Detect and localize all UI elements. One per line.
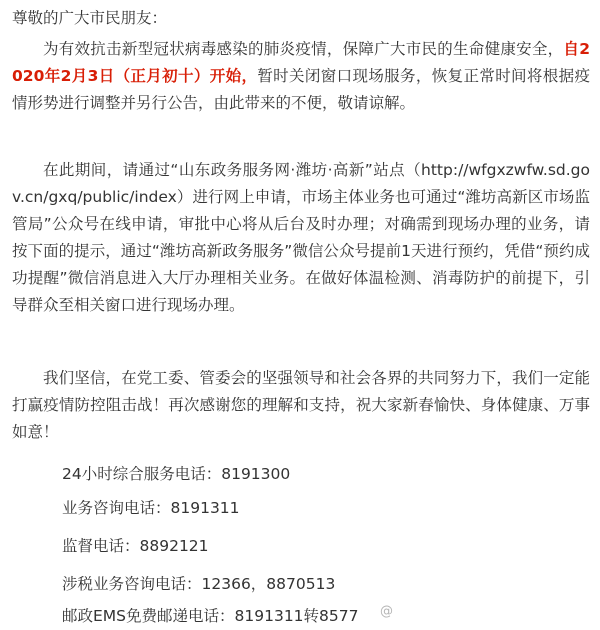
contact-supervision: 监督电话：8892121	[62, 537, 209, 555]
contact-ems-delivery: 邮政EMS免费邮递电话：8191311转8577	[62, 607, 359, 625]
greeting: 尊敬的广大市民朋友：	[12, 9, 168, 27]
contact-business-consult: 业务咨询电话：8191311	[62, 499, 240, 517]
contact-tax-consult: 涉税业务咨询电话：12366，8870513	[62, 575, 336, 593]
paragraph-online-service: 在此期间，请通过“山东政务服务网·潍坊·高新”站点（http://wfgxzwfw.sd.gov.cn/gxq/public/index）进行网上申请，市场主体业务也可通过“潍坊高新区市场监管局”公众号在线申请，审批中心将从后台及时办理；对确需到现场办理的业务，请按下面的提示，通过“潍坊高新政务服务”微信公众号提前1天进行预约，凭借“预约成功提醒”微信消息进入大厅办理相关业务。在做好体温检测、消毒防护的前提下，引导群众至相关窗口进行现场办理。	[12, 161, 590, 314]
paragraph1-before: 为有效抗击新型冠状病毒感染的肺炎疫情，保障广大市民的生命健康安全，	[43, 40, 564, 58]
paragraph-closing-wishes: 我们坚信，在党工委、管委会的坚强领导和社会各界的共同努力下，我们一定能打赢疫情防控阻击战！再次感谢您的理解和支持，祝大家新春愉快、身体健康、万事如意！	[12, 369, 590, 441]
paragraph1-after: 暂时关闭窗口现场服务，恢复正常时间将根据疫情形势进行调整并另行公告，由此带来的不便，敬请谅解。	[12, 67, 590, 112]
contact-hotline-24h: 24小时综合服务电话：8191300	[62, 465, 291, 483]
weibo-watermark: @	[380, 604, 393, 619]
paragraph1-highlight-date: 自2020年2月3日（正月初十）开始，	[12, 40, 590, 85]
paragraph-closure-notice	[12, 36, 590, 117]
